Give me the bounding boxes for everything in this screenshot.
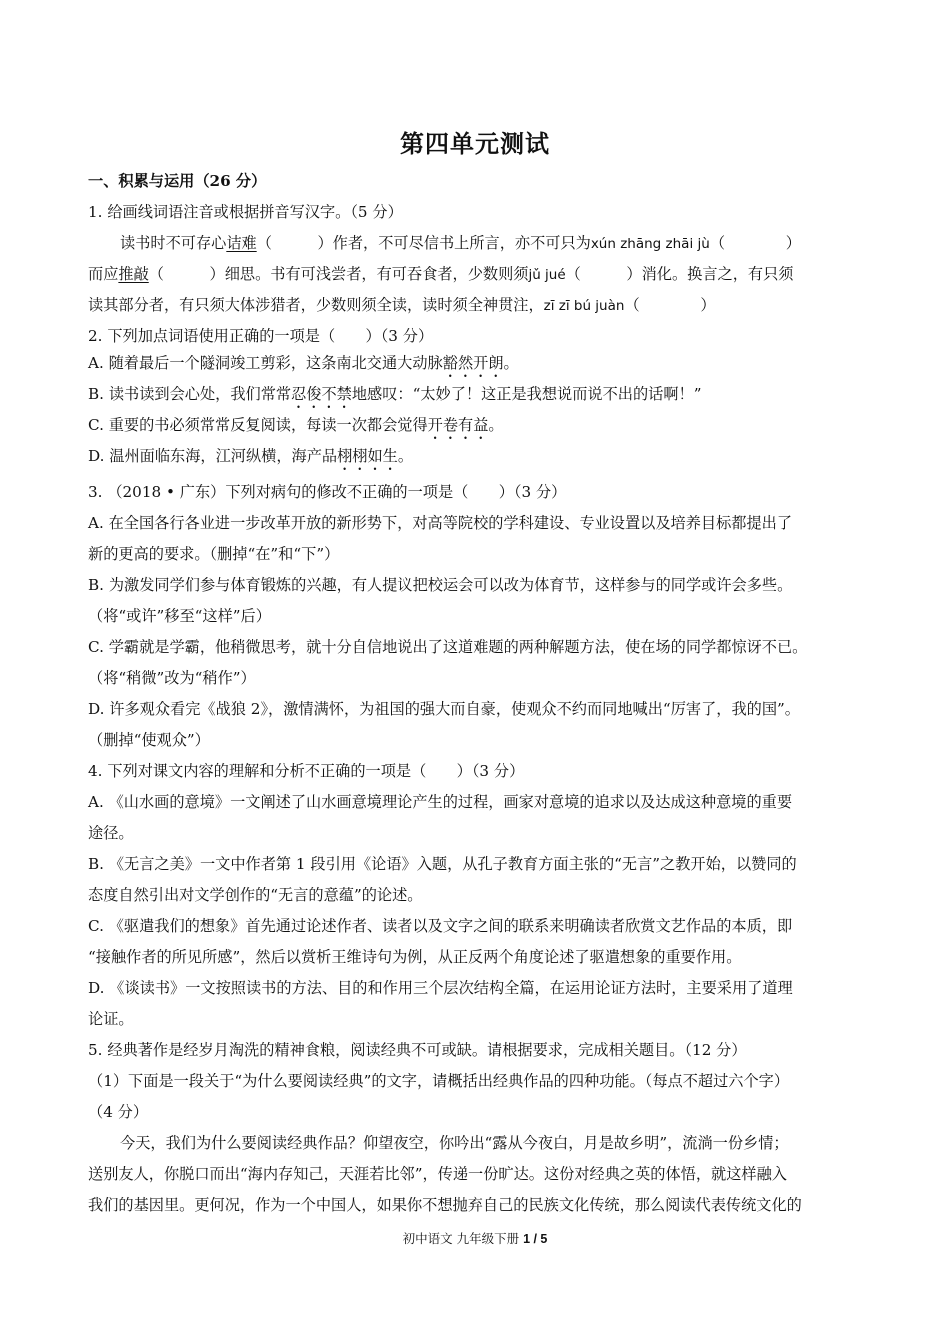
- q1-text: 而应: [88, 265, 119, 283]
- q1-text: 读书时不可存心: [120, 234, 227, 252]
- dotted-phrase: 开卷有益: [427, 416, 489, 434]
- question-3-option-d-cont: （删掉“使观众”）: [88, 731, 210, 749]
- option-text: C. 重要的书必须常常反复阅读，每读一次都会觉得: [88, 416, 428, 434]
- question-2-stem: 2. 下列加点词语使用正确的一项是（ ）（3 分）: [88, 327, 434, 345]
- q1-text: （ ）细思。书有可浅尝者，有可吞食者，少数则须: [148, 265, 529, 283]
- answer-blank: （ ）: [624, 296, 716, 314]
- section-heading: 一、积累与运用（26 分）: [88, 172, 267, 190]
- question-4-option-a: A. 《山水画的意境》一文阐述了山水画意境理论产生的过程，画家对意境的追求以及达成这种意境的重要: [88, 793, 793, 811]
- question-4-option-a-cont: 途径。: [88, 824, 134, 842]
- question-3-option-b-cont: （将“或许”移至“这样”后）: [88, 607, 271, 625]
- question-5-stem: 5. 经典著作是经岁月淘洗的精神食粮，阅读经典不可或缺。请根据要求，完成相关题目。（12 分）: [88, 1041, 747, 1059]
- pinyin: zī zī bú juàn: [543, 298, 625, 314]
- dotted-phrase: 栩栩如生: [337, 447, 398, 465]
- dotted-phrase: 豁然开朗: [442, 354, 504, 372]
- question-1-line-2: [88, 264, 868, 285]
- question-4-option-c-cont: “接触作者的所见所感”，然后以赏析王维诗句为例，从正反两个角度论述了驱遣想象的重要作用。: [88, 948, 742, 966]
- option-text: 。: [503, 354, 519, 372]
- option-text: D. 温州面临东海，江河纵横，海产品: [88, 447, 338, 465]
- underlined-word: 诘难: [226, 234, 257, 252]
- option-text: 。: [397, 447, 414, 465]
- question-4-option-d-cont: 论证。: [88, 1010, 134, 1028]
- question-3-option-b: B. 为激发同学们参与体育锻炼的兴趣，有人提议把校运会可以改为体育节，这样参与的同学或许会多些。: [88, 576, 793, 594]
- option-text: 地感叹：“太妙了！这正是我想说而说不出的话啊！”: [351, 385, 702, 403]
- page-footer: [0, 1229, 950, 1247]
- question-4-option-b: B. 《无言之美》一文中作者第 1 段引用《论语》入题，从孔子教育方面主张的“无言”之教开始，以赞同的: [88, 855, 797, 873]
- question-3-option-c-cont: （将“稍微”改为“稍作”）: [88, 669, 256, 687]
- question-2-option-b: [88, 384, 868, 412]
- underlined-word: 推敲: [118, 265, 149, 283]
- question-3-option-a: A. 在全国各行各业进一步改革开放的新形势下，对高等院校的学科建设、专业设置以及培养目标都提出了: [88, 514, 793, 532]
- question-3-stem: 3. （2018 • 广东）下列对病句的修改不正确的一项是（ ）（3 分）: [88, 483, 567, 501]
- question-1-stem: 1. 给画线词语注音或根据拼音写汉字。（5 分）: [88, 203, 403, 221]
- question-5-sub-1: （1）下面是一段关于“为什么要阅读经典”的文字，请概括出经典作品的四种功能。（每点不超过六个字）: [88, 1072, 790, 1090]
- question-2-option-a: [88, 353, 868, 381]
- question-2-option-d: [88, 446, 868, 474]
- dotted-phrase: 忍俊不禁: [291, 385, 352, 403]
- option-text: A. 随着最后一个隧洞竣工剪彩，这条南北交通大动脉: [88, 354, 443, 372]
- question-4-stem: 4. 下列对课文内容的理解和分析不正确的一项是（ ）（3 分）: [88, 762, 525, 780]
- q1-text: （ ）消化。换言之，有只须: [565, 265, 794, 283]
- question-1-line-1: [120, 233, 900, 254]
- question-3-option-d: D. 许多观众看完《战狼 2》，激情满怀，为祖国的强大而自豪，使观众不约而同地喊出“厉害了，我的国”。: [88, 700, 800, 718]
- pinyin: jǔ jué: [528, 267, 566, 283]
- question-4-option-c: C. 《驱遣我们的想象》首先通过论述作者、读者以及文字之间的联系来明确读者欣赏文艺作品的本质，即: [88, 917, 793, 935]
- question-4-option-d: D. 《谈读书》一文按照读书的方法、目的和作用三个层次结构全篇，在运用论证方法时，主要采用了道理: [88, 979, 793, 997]
- question-4-option-b-cont: 态度自然引出对文学创作的“无言的意蕴”的论述。: [88, 886, 423, 904]
- question-3-option-a-cont: 新的更高的要求。（删掉“在”和“下”）: [88, 545, 340, 563]
- passage-line: 送别友人，你脱口而出“海内存知己，天涯若比邻”，传递一份旷达。这份对经典之英的体悟，就这样融入: [88, 1165, 787, 1183]
- footer-text: 初中语文 九年级下册: [402, 1231, 520, 1246]
- q1-text: 读其部分者，有只须大体涉猎者，少数则须全读，读时须全神贯注，: [88, 296, 544, 314]
- pinyin: xún zhāng zhāi jù: [590, 236, 710, 252]
- passage-line: 今天，我们为什么要阅读经典作品？仰望夜空，你吟出“露从今夜白，月是故乡明”，流淌一份乡情；: [120, 1134, 789, 1152]
- passage-line: 我们的基因里。更何况，作为一个中国人，如果你不想抛弃自己的民族文化传统，那么阅读代表传统文化的: [88, 1196, 802, 1214]
- page-number: 1 / 5: [523, 1232, 548, 1246]
- answer-blank: （ ）: [709, 234, 801, 252]
- question-5-sub-1-cont: （4 分）: [88, 1103, 149, 1121]
- question-3-option-c: C. 学霸就是学霸，他稍微思考，就十分自信地说出了这道难题的两种解题方法，使在场的同学都惊讶不已。: [88, 638, 808, 656]
- option-text: B. 读书读到会心处，我们常常: [88, 385, 292, 403]
- question-1-line-3: [88, 295, 868, 316]
- page-title: 第四单元测试: [400, 129, 550, 158]
- option-text: 。: [488, 416, 504, 434]
- question-2-option-c: [88, 415, 868, 443]
- q1-text: （ ）作者，不可尽信书上所言，亦不可只为: [256, 234, 591, 252]
